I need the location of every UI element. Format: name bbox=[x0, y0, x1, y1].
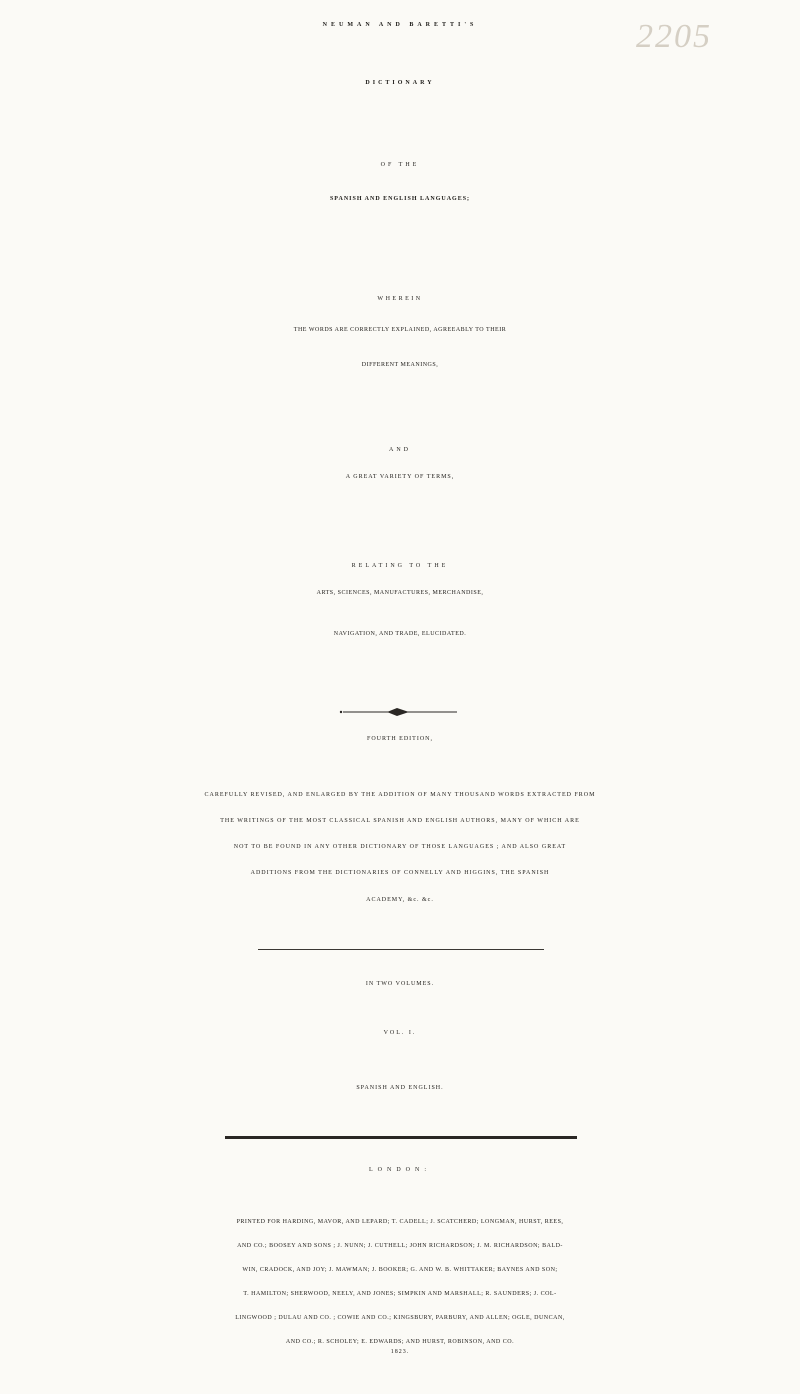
city-line: LONDON: bbox=[369, 1167, 431, 1173]
variety-line: A GREAT VARIETY OF TERMS, bbox=[345, 474, 455, 480]
publisher-line: T. HAMILTON; SHERWOOD, NEELY, AND JONES; SIMPKIN AND MARSHALL; R. SAUNDERS; J. COL- bbox=[243, 1291, 557, 1297]
arts-line-2: NAVIGATION, AND TRADE, ELUCIDATED. bbox=[333, 631, 467, 637]
publisher-line: PRINTED FOR HARDING, MAVOR, AND LEPARD; T. CADELL; J. SCATCHERD; LONGMAN, HURST, REES, bbox=[236, 1219, 564, 1225]
volume-title: SPANISH AND ENGLISH. bbox=[356, 1085, 444, 1091]
of-the-line: OF THE bbox=[380, 162, 420, 168]
description-line: THE WRITINGS OF THE MOST CLASSICAL SPANISH AND ENGLISH AUTHORS, MANY OF WHICH ARE bbox=[220, 818, 580, 824]
publication-year: 1823. bbox=[390, 1349, 410, 1355]
edition-line: FOURTH EDITION, bbox=[367, 736, 433, 742]
ornament-rule-icon bbox=[335, 706, 465, 718]
languages-line: SPANISH AND ENGLISH LANGUAGES; bbox=[329, 196, 471, 202]
description-line: NOT TO BE FOUND IN ANY OTHER DICTIONARY OF THOSE LANGUAGES ; AND ALSO GREAT bbox=[233, 844, 567, 850]
author-line: NEUMAN AND BARETTI'S bbox=[322, 22, 478, 28]
library-stamp: 2205 bbox=[636, 18, 712, 55]
words-line-1: THE WORDS ARE CORRECTLY EXPLAINED, AGREEABLY TO THEIR bbox=[293, 327, 507, 333]
publisher-line: AND CO.; R. SCHOLEY; E. EDWARDS; AND HURST, ROBINSON, AND CO. bbox=[285, 1339, 515, 1345]
volume-number: VOL. I. bbox=[383, 1030, 417, 1036]
thick-divider-rule bbox=[225, 1136, 577, 1139]
arts-line-1: ARTS, SCIENCES, MANUFACTURES, MERCHANDISE, bbox=[316, 590, 484, 596]
description-line: CAREFULLY REVISED, AND ENLARGED BY THE ADDITION OF MANY THOUSAND WORDS EXTRACTED FROM bbox=[204, 792, 596, 798]
publisher-line: LINGWOOD ; DULAU AND CO. ; COWIE AND CO.; KINGSBURY, PARBURY, AND ALLEN; OGLE, DUNCAN, bbox=[235, 1315, 565, 1321]
publisher-line: WIN, CRADOCK, AND JOY; J. MAWMAN; J. BOOKER; G. AND W. B. WHITTAKER; BAYNES AND SON; bbox=[242, 1267, 558, 1273]
wherein-line: WHEREIN bbox=[377, 296, 423, 302]
relating-line: RELATING TO THE bbox=[351, 563, 449, 569]
description-line: ACADEMY, &c. &c. bbox=[366, 897, 434, 903]
volumes-line: IN TWO VOLUMES. bbox=[365, 981, 435, 987]
words-line-2: DIFFERENT MEANINGS, bbox=[361, 362, 439, 368]
description-line: ADDITIONS FROM THE DICTIONARIES OF CONNELLY AND HIGGINS, THE SPANISH bbox=[250, 870, 550, 876]
publisher-line: AND CO.; BOOSEY AND SONS ; J. NUNN; J. CUTHELL; JOHN RICHARDSON; J. M. RICHARDSON; BALD- bbox=[237, 1243, 563, 1249]
and-line: AND bbox=[389, 447, 411, 453]
divider-rule bbox=[258, 949, 544, 950]
main-title: DICTIONARY bbox=[365, 80, 435, 86]
